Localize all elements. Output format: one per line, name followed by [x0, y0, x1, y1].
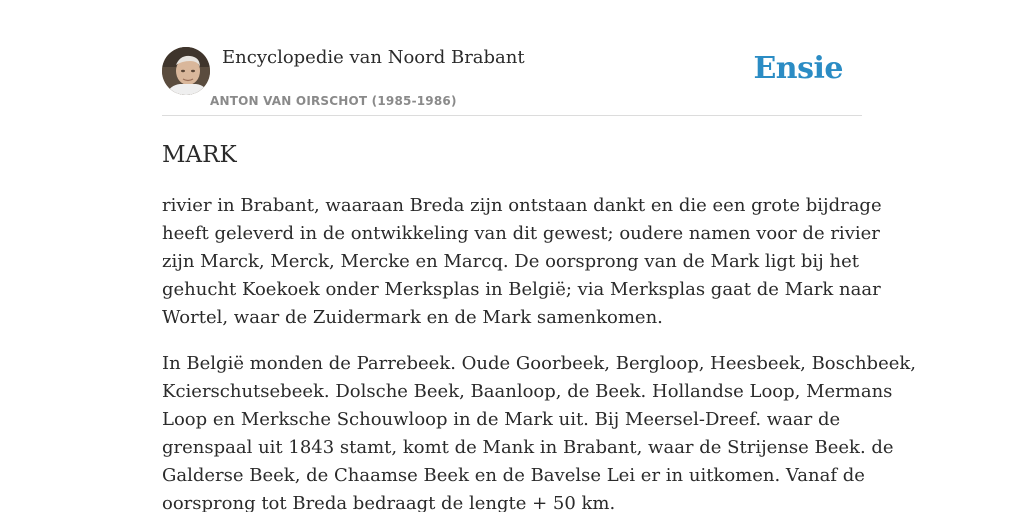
brand-logo[interactable]: Ensie [753, 51, 843, 86]
text-line: Kcierschutsebeek. Dolsche Beek, Baanloop, de Beek. Hollandse Loop, Mermans [162, 381, 893, 402]
article-title: MARK [162, 142, 237, 168]
text-line: rivier in Brabant, waaraan Breda zijn ontstaan dankt en die een grote bijdrage [162, 195, 882, 216]
text-line: In België monden de Parrebeek. Oude Goorbeek, Bergloop, Heesbeek, Boschbeek, [162, 353, 917, 374]
text-line: Galderse Beek, de Chaamse Beek en de Bavelse Lei er in uitkomen. Vanaf de [162, 465, 865, 486]
text-line: Loop en Merksche Schouwloop in de Mark uit. Bij Meersel-Dreef. waar de [162, 409, 841, 430]
text-line: grenspaal uit 1843 stamt, komt de Mank in Brabant, waar de Strijense Beek. de [162, 437, 894, 458]
article-body [162, 192, 917, 512]
article-page [162, 0, 917, 512]
text-line: oorsprong tot Breda bedraagt de lengte + 50 km. [162, 493, 616, 512]
text-line: Wortel, waar de Zuidermark en de Mark samenkomen. [162, 307, 663, 328]
site-title[interactable]: Encyclopedie van Noord Brabant [222, 47, 525, 68]
text-line: gehucht Koekoek onder Merksplas in België; via Merksplas gaat de Mark naar [162, 279, 881, 300]
paragraph-1 [162, 192, 882, 332]
paragraph-2 [162, 350, 917, 512]
author-avatar[interactable] [162, 47, 210, 95]
header [162, 0, 862, 116]
text-line: zijn Marck, Merck, Mercke en Marcq. De oorsprong van de Mark ligt bij het [162, 251, 859, 272]
author-photo-icon [162, 47, 210, 95]
author-credit: ANTON VAN OIRSCHOT (1985-1986) [210, 94, 457, 108]
text-line: heeft geleverd in de ontwikkeling van dit gewest; oudere namen voor de rivier [162, 223, 880, 244]
